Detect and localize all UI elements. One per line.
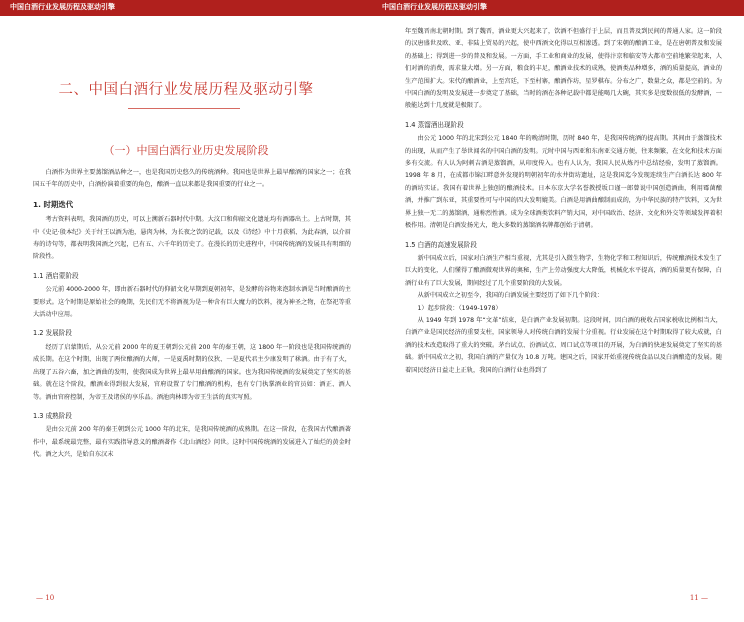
- right-body-text: [405, 26, 722, 377]
- stages-intro: 从新中国成立之初至今，我国的白酒发展主要经历了如下几个阶段：: [417, 292, 604, 300]
- left-body-text: [33, 167, 351, 462]
- title-divider: [128, 108, 240, 109]
- right-page: [372, 0, 744, 622]
- paragraph-1-2: 经历了启蒙期后，从公元前 2000 年的夏王朝到公元前 200 年的秦王朝，这 1800 年一阶段也是我国传统酒的成长期。在这个时期，出现了两位酿酒的大师，一是夏禹时期的仪狄、一是夏代君主少康发明了秫酒。由于有了火，出现了五谷六畜，加之酒曲的发明，使我国成为世界上最早用曲酿酒的国家。也为我国传统酒的发展奠定了坚实的基础。就在这个阶段，酿酒业得到很大发展，官府设置了专门酿酒的机构，也有专门执掌酒业的官员如：酒正、酒人等。酒由官府控制，为帝王及诸侯的享乐品。酒池肉林即为帝王生活的真实写照。: [33, 343, 351, 401]
- section-title: （一）中国白酒行业历史发展阶段: [103, 144, 269, 157]
- paragraph-1-1: 公元前 4000-2000 年，即由新石器时代的仰韶文化早期到夏朝初年，是发酵的谷物来泡制水酒是当时酿酒的主要形式。这个时期是原始社会的晚期，先民们无不将酒视为是一种含有巨大魔力的饮料，视为神圣之物，在祭祀等重大活动中应用。: [33, 286, 351, 319]
- page-number-value: 11: [689, 594, 699, 602]
- stage1-title: 1）起步阶段：（1949-1978）: [417, 304, 502, 312]
- page-number-value: 10: [45, 594, 55, 602]
- page-header-left: [0, 0, 372, 16]
- chapter-title: 二、中国白酒行业发展历程及驱动引擎: [58, 82, 314, 98]
- heading-1-3: 1.3 成熟阶段: [33, 411, 72, 420]
- heading-1-1: 1.1 酒启蒙阶段: [33, 271, 79, 280]
- page-header-right: [372, 0, 744, 16]
- intro-paragraph: 白酒作为世界主要蒸馏酒品种之一，也是我国历史悠久的传统酒种。我国也是世界上最早酿酒的国家之一；在我国五千年的历史中，白酒扮演着重要的角色，酿酒一直以来都是我国重要的行业之一。: [33, 169, 351, 189]
- page-number-right: 11 —: [689, 594, 708, 602]
- continued-paragraph: 年至魏晋南北朝时期。到了魏晋，酒业更大兴起来了，饮酒不但盛行于上层，而且普及到民间的普通人家。这一阶段的汉唐盛世及欧、亚、非陆上贸易的兴起，使中西酒文化得以互相渗透。到了宋朝的酿酒工业，是在唐朝普及和发展的基础上；得到进一步的普及和发展。一方面，手工业和商业的发展，使得汴京和临安等大都市空前地繁荣起来，人们对酒的消费，需求量大增。另一方面，粮食的丰足，酿酒业技术的成熟，使酒类品种增多，酒的质量提高，酒业的生产范围扩大。宋代的酿酒业，上至宫廷，下至村寨，酿酒作坊，星罗棋布。分布之广，数量之众，都是空前的。为中国白酒的发明及发展进一步奠定了基础，当时的酒在各种记载中都是能喝几大碗，其实多是度数很低的发酵酒，一般能达到十几度就是极限了。: [405, 28, 722, 110]
- period-paragraph: 考古资料表明，我国酒的历史，可以上溯新石器时代中期。大汶口和仰韶文化遗址均有酒器出土。上古时期，其中《史记·殷本纪》关于纣王以酒为池，悬肉为林，为长夜之饮的记载，以及《诗经》中十月获稻、为此春酒，以介眉寿的诗句等，都表明我国酒之兴起，已有五、六千年的历史了。在漫长的历史进程中，中国传统酒的发展具有明细的阶段性。: [33, 216, 351, 261]
- heading-1-4: 1.4 蒸馏酒出现阶段: [405, 120, 464, 129]
- paragraph-1-5: 新中国成立后，国家对白酒生产相当重视，尤其是引入微生物学，生物化学和工程知识后，传统酿酒技术发生了巨大的变化，人们懂得了酿酒微观世界的奥秘，生产上劳动强度大大降低，机械化水平提高，酒的质量更有保障，白酒行业有了巨大发展，期间经过了几个重要阶段的大发展。: [405, 254, 722, 287]
- paragraph-1-4: 由公元 1000 年的北宋到公元 1840 年的晚清时期，历时 840 年，是我国传统酒的提高期。其间由于蒸馏技术的出现，从而产生了举世闻名的中国白酒的发明。元时中国与西亚和东南亚交通方便，往来频繁，在文化和技术方面多有交流。有人认为阿剌吉酒是蒸馏酒，从印度传入。也有人认为，我国人民从炼丹中总结经验，发明了蒸馏酒。1998 年 8 月，在成都市锦江畔意外发现的明朝初年的水井街坊遗址，这是我国迄今发现连续生产白酒长达 800 年的酒坊实证。我国有着世界上独创的酿酒技术。日本东京大学名誉教授坂口谨一郎曾说中国创造酒曲，利用霉菌酿酒，并推广到东亚，其重要性可与中国的四大发明媲美。白酒是用酒曲酿制而成的，为中华民族的特产饮料，又为世界上独一无二的蒸馏酒，通称烈性酒。成为全球酒类饮料产销大国，对中国政治、经济、文化和外交等领域发挥着积极作用。清朝是白酒发扬光大，绝大多数的蒸馏酒名牌都创始于清朝。: [405, 135, 722, 230]
- heading-1-2: 1.2 发展阶段: [33, 329, 72, 338]
- stage1-paragraph: 从 1949 年到 1978 年“文革”结束，是白酒产业发展初期。这段时间，因白酒的税收占国家税收比例相当大，白酒产业是国民经济的重要支柱，国家领导人对传统白酒的发展十分重视。行业发展在这个时期取得了较大成就，白酒的技术改造取得了重大的突破。茅台试点、汾酒试点、周口试点等项目的开展，为白酒的快速发展奠定了坚实的基础。新中国成立之初，我国白酒的产量仅为 10.8 万吨。建国之后，国家开始重视传统食品以及白酒酿造的发展。随着国民经济日益走上正轨，我国的白酒行业也得到了: [405, 316, 722, 374]
- header-title: 中国白酒行业发展历程及驱动引擎: [382, 3, 487, 11]
- heading-period: 1. 时期迭代: [33, 199, 74, 209]
- header-title: 中国白酒行业发展历程及驱动引擎: [10, 3, 115, 11]
- heading-1-5: 1.5 白酒的高速发展阶段: [405, 240, 477, 249]
- paragraph-1-3: 是由公元前 200 年的秦王朝到公元 1000 年的北宋，是我国传统酒的成熟期。在这一阶段，在我国古代酿酒著作中，最系统最完整，最有实践指导意义的酿酒著作《北山酒经》问世。这时中国传统酒的发展进入了灿烂的黄金时代。酒之大兴，是始自东汉末: [33, 426, 351, 459]
- page-number-left: — 10: [36, 594, 55, 602]
